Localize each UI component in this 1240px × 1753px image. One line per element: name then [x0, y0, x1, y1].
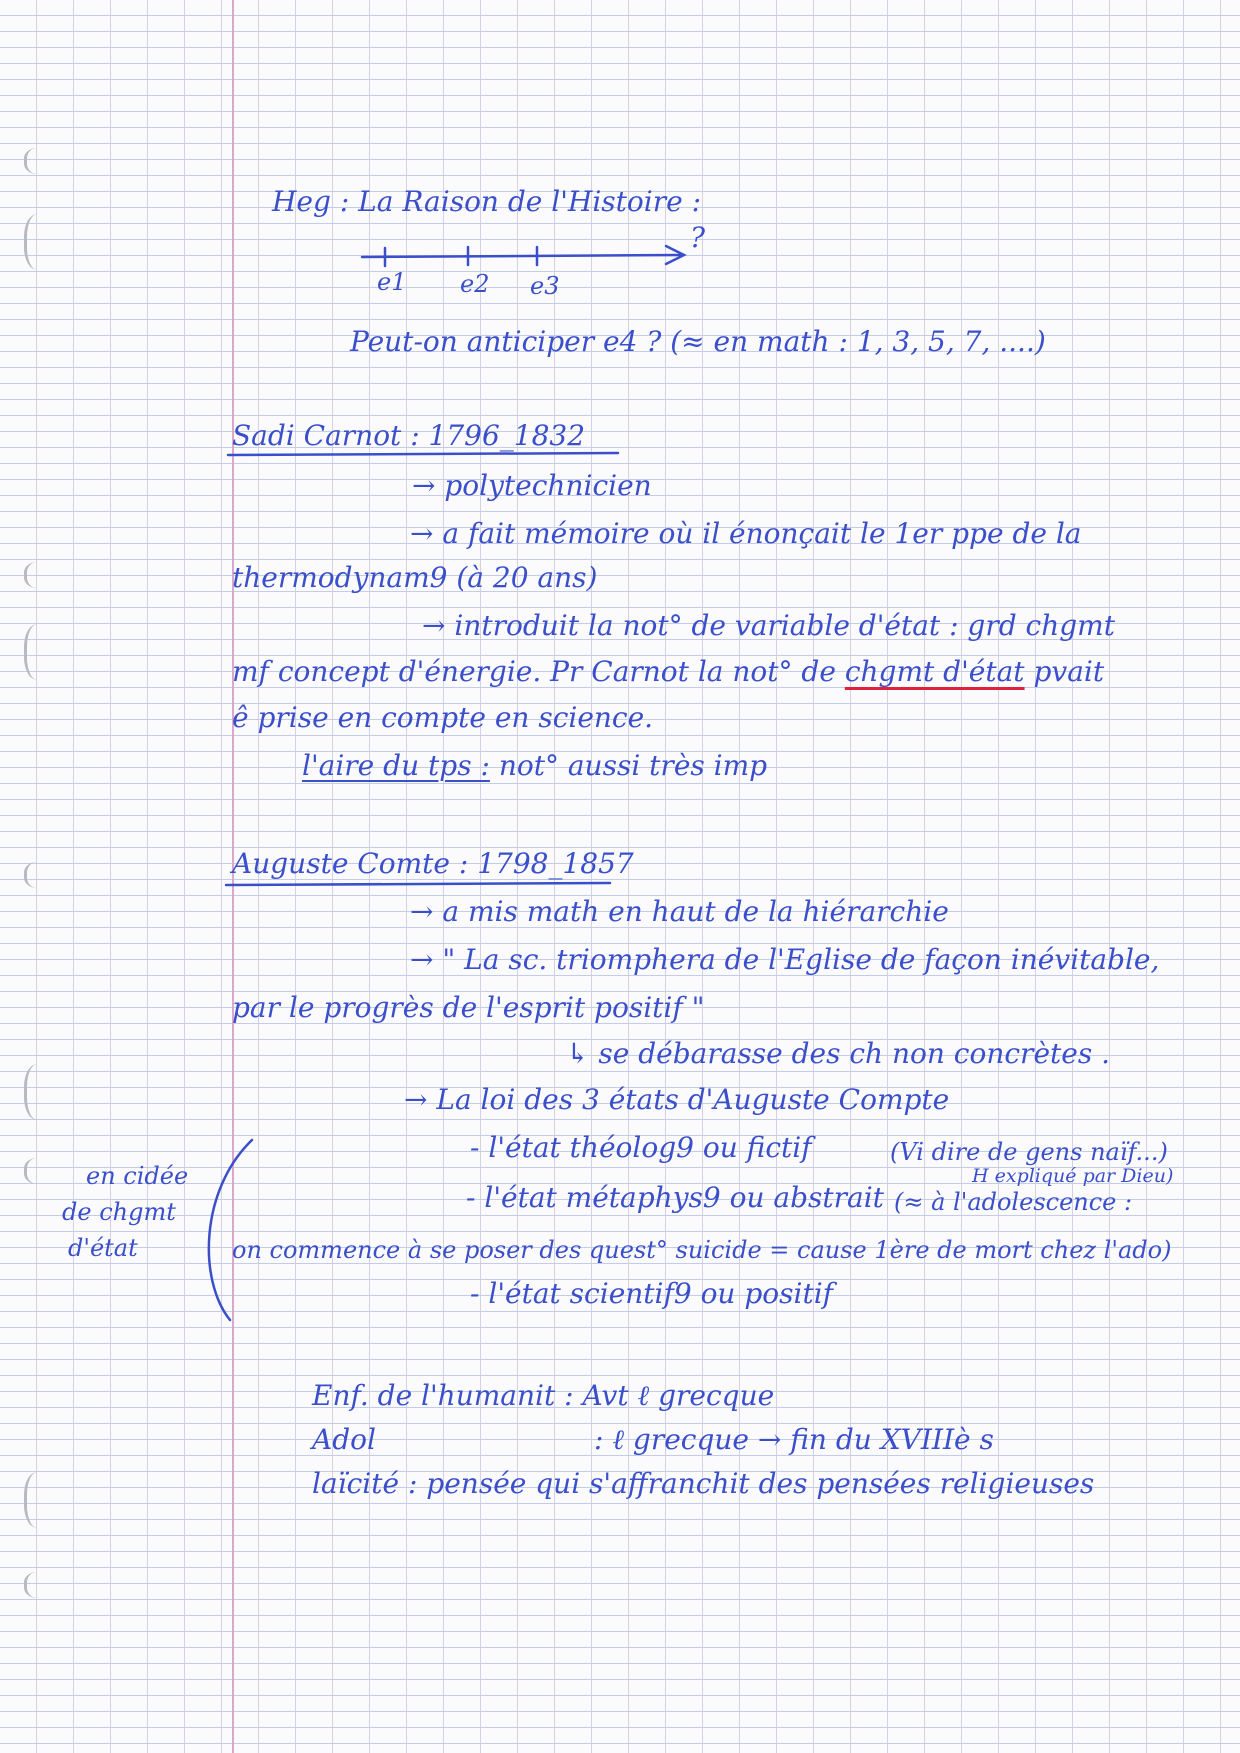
summary-line: laïcité : pensée qui s'affranchit des pensées religieuses: [312, 1467, 1095, 1500]
comte-note: (Vi dire de gens naïf...): [890, 1138, 1168, 1166]
comte-line: par le progrès de l'esprit positif ": [232, 991, 705, 1024]
comte-heading: Auguste Comte : 1798_1857: [232, 847, 634, 880]
comte-line: ↳ se débarasse des ch non concrètes .: [566, 1037, 1111, 1070]
carnot-line: → introduit la not° de variable d'état : grd chgmt: [422, 609, 1115, 642]
comte-line: → a mis math en haut de la hiérarchie: [410, 895, 949, 928]
timeline-label-e2: e2: [460, 270, 490, 298]
carnot-line: ê prise en compte en science.: [232, 701, 654, 734]
comte-line: → La loi des 3 états d'Auguste Compte: [404, 1083, 950, 1116]
margin-note-line: de chgmt: [62, 1198, 176, 1226]
margin-note-line: d'état: [68, 1234, 138, 1262]
comte-superscript-note: H expliqué par Dieu): [972, 1165, 1174, 1187]
carnot-line: → polytechnicien: [412, 469, 652, 502]
carnot-line: → a fait mémoire où il énonçait le 1er ppe de la: [410, 517, 1082, 550]
underlined-term: l'aire du tps :: [302, 749, 490, 782]
comte-state-theological: - l'état théolog9 ou fictif: [470, 1131, 812, 1164]
comte-heading-underline: [226, 883, 610, 885]
timeline-axis: [362, 255, 682, 257]
timeline-label-e1: e1: [377, 268, 407, 296]
carnot-text: pvait: [1033, 655, 1105, 688]
comte-line: on commence à se poser des quest° suicide = cause 1ère de mort chez l'ado): [232, 1236, 1172, 1264]
comte-line: → " La sc. triomphera de l'Eglise de façon inévitable,: [410, 943, 1160, 976]
carnot-text: mf concept d'énergie. Pr Carnot la not° de: [232, 655, 836, 688]
margin-bracket: [209, 1140, 252, 1320]
anticipation-question: Peut-on anticiper e4 ? (≈ en math : 1, 3, 5, 7, ....): [350, 325, 1046, 358]
red-underlined-term: chgmt d'état: [844, 655, 1025, 688]
carnot-line: [302, 750, 767, 782]
timeline-label-e3: e3: [530, 272, 560, 300]
comte-state-scientific: - l'état scientif9 ou positif: [470, 1277, 834, 1310]
comte-state-metaphysical: - l'état métaphys9 ou abstrait: [466, 1181, 884, 1214]
page-title: Heg : La Raison de l'Histoire :: [272, 185, 702, 218]
margin-note-line: en cidée: [86, 1162, 189, 1190]
timeline-question-mark: ?: [690, 221, 706, 254]
carnot-line: thermodynam9 (à 20 ans): [232, 561, 598, 594]
comte-note: (≈ à l'adolescence :: [894, 1188, 1133, 1216]
carnot-heading: Sadi Carnot : 1796_1832: [232, 419, 586, 452]
carnot-heading-underline: [228, 453, 618, 455]
summary-line: Enf. de l'humanit : Avt ℓ grecque: [312, 1379, 775, 1412]
summary-line-right: : ℓ grecque → fin du XVIIIè s: [594, 1423, 994, 1456]
summary-line-left: Adol: [312, 1423, 376, 1456]
carnot-text: not° aussi très imp: [498, 749, 768, 782]
carnot-line: [232, 656, 1104, 688]
